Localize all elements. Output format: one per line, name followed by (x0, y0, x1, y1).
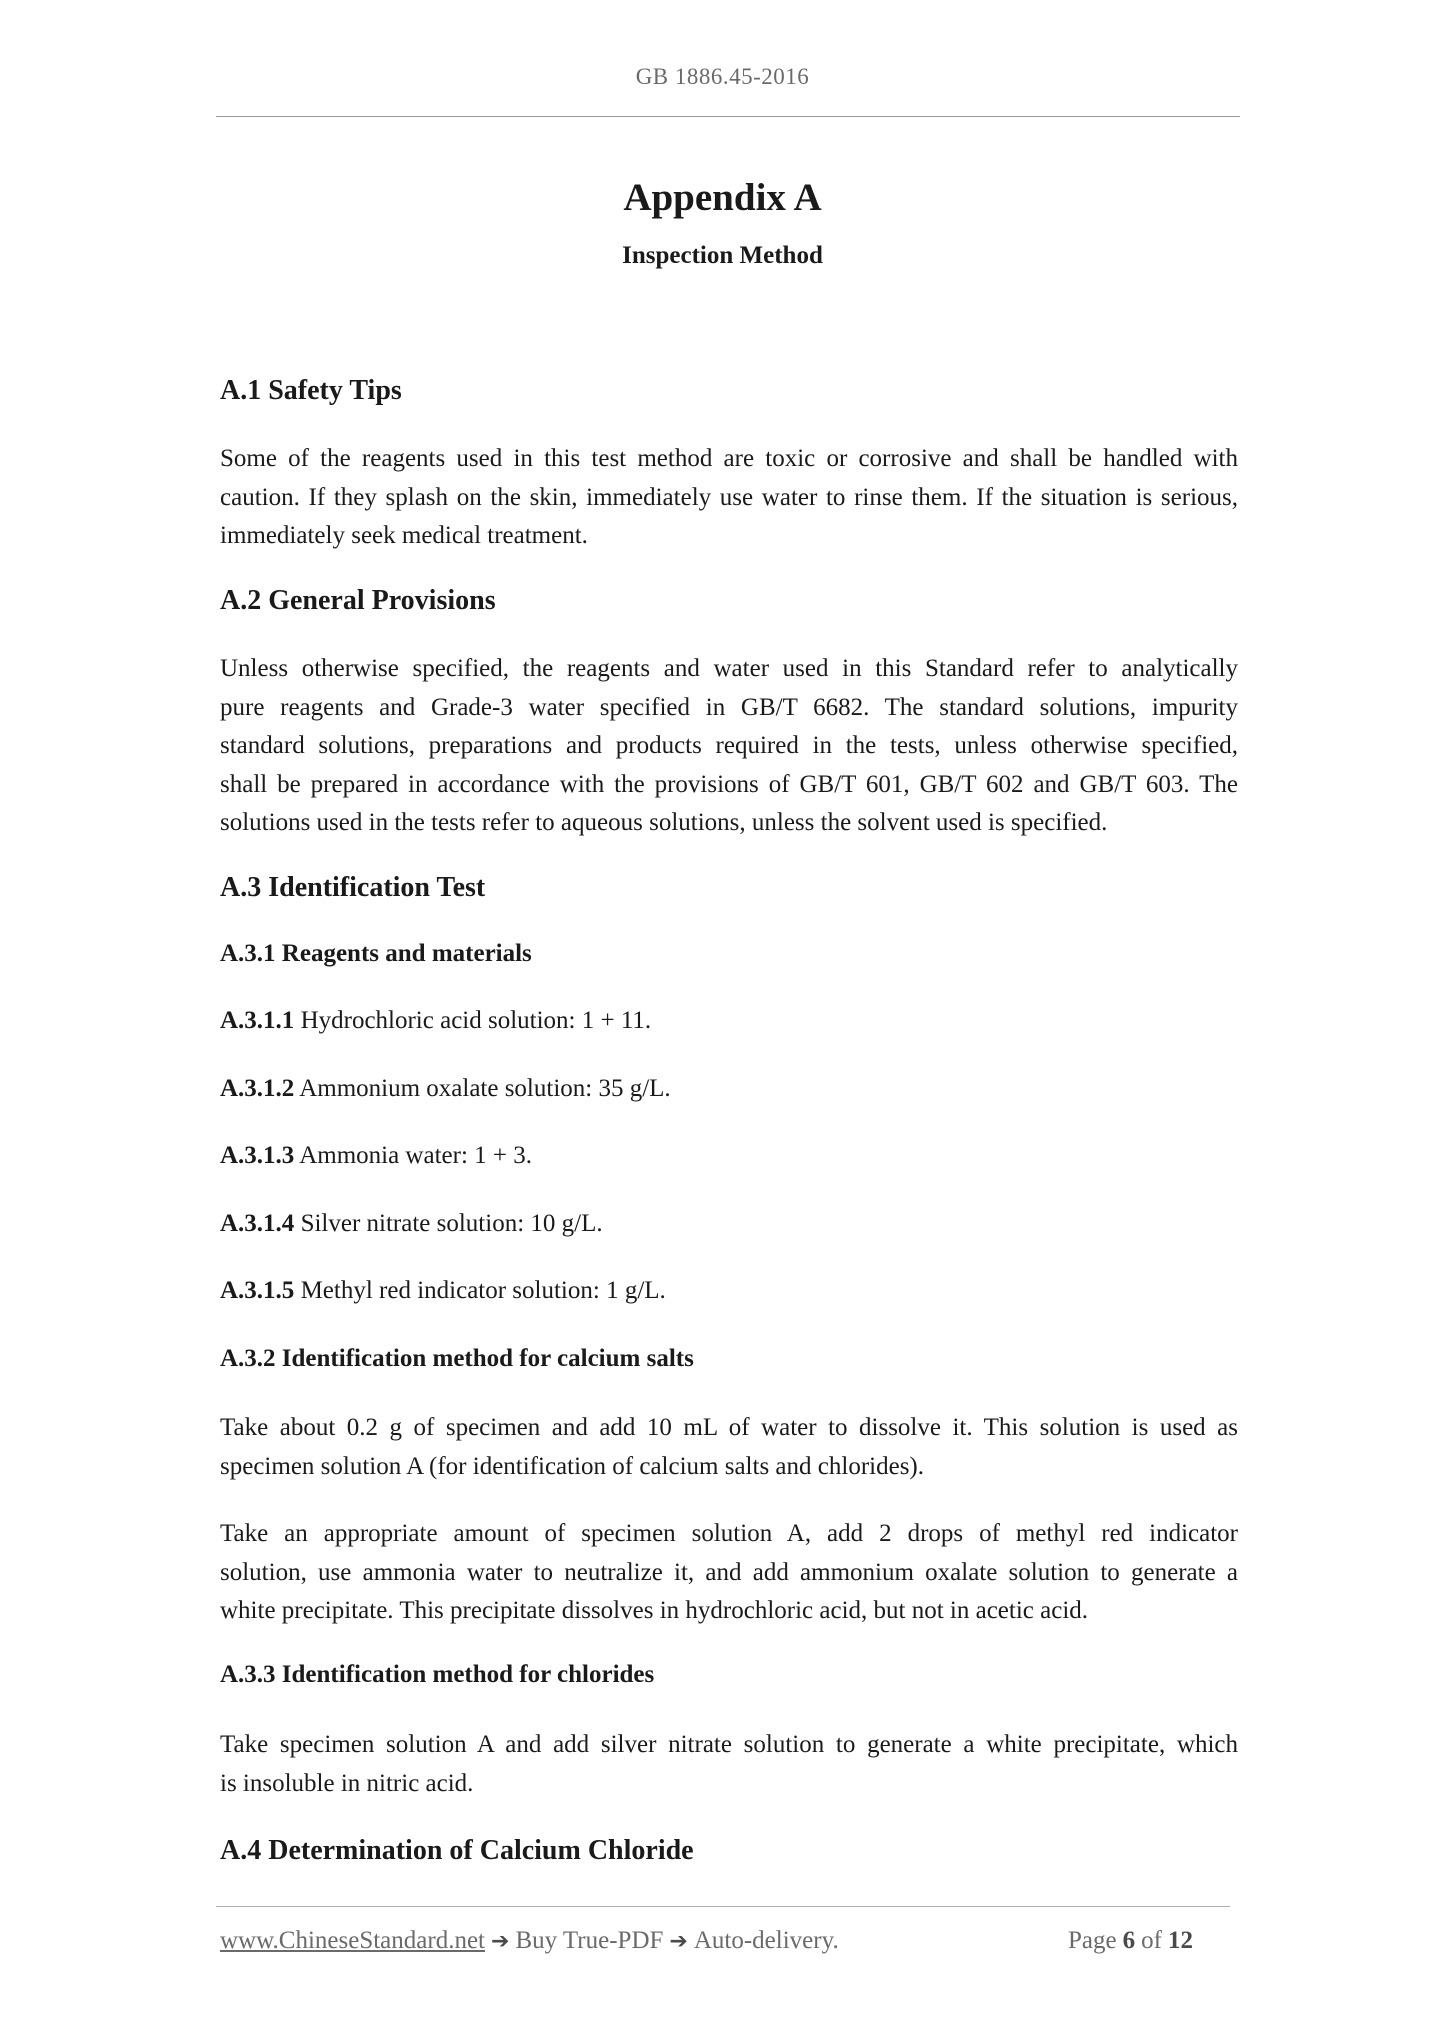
buy-text: Buy True-PDF (515, 1927, 664, 1954)
subsection-heading-a31: A.3.1 Reagents and materials (220, 940, 532, 967)
section-heading-a1: A.1 Safety Tips (220, 375, 402, 406)
item-number: A.3.1.3 (220, 1142, 295, 1169)
paragraph-a33 (220, 1726, 1238, 1803)
paragraph-line: pure reagents and Grade-3 water specified in GB/T 6682. The standard solutions, impurity (220, 693, 1238, 721)
item-number: A.3.1.5 (220, 1277, 295, 1304)
list-item (220, 1142, 532, 1170)
item-text: Hydrochloric acid solution: 1 + 11. (300, 1007, 652, 1034)
item-number: A.3.1.1 (220, 1007, 295, 1034)
paragraph-line: solution, use ammonia water to neutralize it, and add ammonium oxalate solution to generate a (220, 1558, 1238, 1586)
paragraph-line: Take specimen solution A and add silver nitrate solution to generate a white precipitate, which (220, 1731, 1238, 1758)
running-head: GB 1886.45-2016 (635, 64, 810, 89)
item-text: Silver nitrate solution: 10 g/L. (300, 1210, 603, 1237)
paragraph-line: specimen solution A (for identification of calcium salts and chlorides). (220, 1452, 924, 1480)
list-item (220, 1075, 671, 1103)
paragraph-line: is insoluble in nitric acid. (220, 1769, 474, 1797)
item-text: Methyl red indicator solution: 1 g/L. (300, 1277, 666, 1304)
list-item (220, 1277, 666, 1305)
paragraph-line: Unless otherwise specified, the reagents and water used in this Standard refer to analytically (220, 655, 1238, 682)
website-link[interactable]: www.ChineseStandard.net (220, 1927, 485, 1954)
paragraph-line: shall be prepared in accordance with the provisions of GB/T 601, GB/T 602 and GB/T 603. The (220, 770, 1238, 798)
section-heading-a3: A.3 Identification Test (220, 872, 486, 903)
appendix-title: Appendix A (623, 176, 822, 219)
arrow-right-icon: ➔ (669, 1929, 688, 1954)
item-number: A.3.1.4 (220, 1210, 295, 1237)
paragraph-a32-1 (220, 1409, 1238, 1486)
footer-promo (220, 1927, 839, 1955)
paragraph-line: standard solutions, preparations and products required in the tests, unless otherwise specified, (220, 732, 1238, 759)
paragraph-line: solutions used in the tests refer to aqueous solutions, unless the solvent used is specified. (220, 809, 1108, 836)
list-item (220, 1210, 603, 1238)
item-number: A.3.1.2 (220, 1075, 295, 1102)
paragraph-line: Take an appropriate amount of specimen solution A, add 2 drops of methyl red indicator (220, 1520, 1238, 1547)
page-number: 6 (1122, 1927, 1136, 1954)
paragraph-a32-2 (220, 1515, 1238, 1631)
section-heading-a4: A.4 Determination of Calcium Chloride (220, 1835, 694, 1866)
paragraph-line: caution. If they splash on the skin, immediately use water to rinse them. If the situation is serious, (220, 483, 1238, 511)
paragraph-line: Take about 0.2 g of specimen and add 10 mL of water to dissolve it. This solution is used as (220, 1414, 1238, 1441)
paragraph-line: Some of the reagents used in this test method are toxic or corrosive and shall be handled with (220, 445, 1238, 472)
subsection-heading-a32: A.3.2 Identification method for calcium salts (220, 1345, 694, 1372)
appendix-subtitle: Inspection Method (622, 242, 823, 269)
of-label: of (1141, 1927, 1162, 1954)
item-text: Ammonium oxalate solution: 35 g/L. (299, 1075, 671, 1102)
subsection-heading-a33: A.3.3 Identification method for chlorides (220, 1661, 655, 1688)
page-total: 12 (1167, 1927, 1193, 1954)
paragraph-line: immediately seek medical treatment. (220, 522, 588, 549)
paragraph-line: white precipitate. This precipitate dissolves in hydrochloric acid, but not in acetic acid. (220, 1597, 1089, 1624)
section-heading-a2: A.2 General Provisions (220, 585, 496, 616)
page-label: Page (1068, 1927, 1117, 1954)
list-item (220, 1007, 651, 1035)
footer-divider (216, 1906, 1230, 1907)
header-divider (216, 116, 1240, 117)
arrow-right-icon: ➔ (491, 1929, 510, 1954)
item-text: Ammonia water: 1 + 3. (299, 1142, 532, 1169)
delivery-text: Auto-delivery. (693, 1927, 839, 1954)
paragraph-a1 (220, 440, 1238, 556)
page-indicator (1068, 1927, 1199, 1955)
paragraph-a2 (220, 650, 1238, 843)
